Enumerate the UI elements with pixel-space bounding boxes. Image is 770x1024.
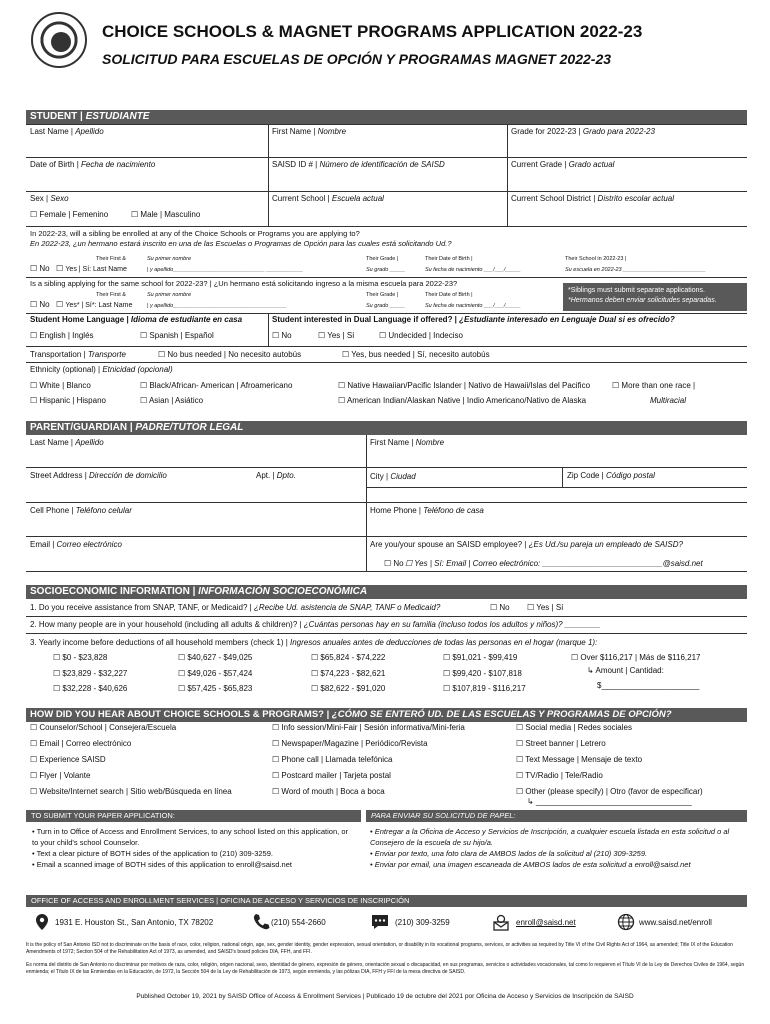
hear-option[interactable]: ☐ Website/Internet search | Sitio web/Búsqueda en línea <box>30 787 232 796</box>
hear-option[interactable]: ☐ TV/Radio | Tele/Radio <box>516 771 603 780</box>
multiracial-checkbox[interactable]: ☐ More than one race | <box>612 381 695 390</box>
male-checkbox[interactable]: ☐ Male | Masculino <box>131 210 200 219</box>
hear-option[interactable]: ☐ Info session/Mini-Fair | Sesión informativa/Mini-feria <box>272 723 465 732</box>
zip-code-field[interactable]: Zip Code | Código postal <box>567 471 655 480</box>
saisd-id-field[interactable]: SAISD ID # | Número de identificación de SAISD <box>272 160 445 169</box>
spanish-checkbox[interactable]: ☐ Spanish | Español <box>140 331 214 340</box>
white-checkbox[interactable]: ☐ White | Blanco <box>30 381 91 390</box>
hawaiian-checkbox[interactable]: ☐ Native Hawaiian/Pacific Islander | Nativo de Hawaii/Islas del Pacifico <box>338 381 590 390</box>
hear-option[interactable]: ☐ Word of mouth | Boca a boca <box>272 787 385 796</box>
female-checkbox[interactable]: ☐ Female | Femenino <box>30 210 108 219</box>
office-address: 1931 E. Houston St., San Antonio, TX 78202 <box>55 918 214 927</box>
snap-question: 1. Do you receive assistance from SNAP, TANF, or Medicaid? | ¿Recibe Ud. asistencia de SNAP, TANF o Medicaid? <box>30 603 441 612</box>
hear-option[interactable]: ☐ Street banner | Letrero <box>516 739 606 748</box>
ethnicity-label: Ethnicity (optional) | Etnicidad (opcional) <box>30 365 173 374</box>
cell-phone-field[interactable]: Cell Phone | Teléfono celular <box>30 506 132 515</box>
household-size-question[interactable]: 2. How many people are in your household (including all adults & children)? | ¿Cuántas personas hay en su familia (incluso todos los adultos y niños)? ________ <box>30 620 601 629</box>
sibling2-grade-line[interactable]: Su grado _____ <box>366 303 406 309</box>
income-option[interactable]: ☐ $82,622 - $91,020 <box>311 684 385 693</box>
student-last-name-field[interactable]: Last Name | Apellido <box>30 127 104 136</box>
income-option[interactable]: ☐ $99,420 - $107,818 <box>443 669 522 678</box>
office-email-link[interactable]: enroll@saisd.net <box>516 918 576 927</box>
submit-es-list: • Entregar a la Oficina de Acceso y Servicios de Inscripción, a cualquier escuela listada en esta solicitud o al Consejero de la escuela de su hijo/a. • Enviar por texto, una foto clara de AMBOS lados de la solicitud al (210) 309-3259. • Enviar por email, una imagen escaneada de AMBOS lados de esta solicitud a enroll@saisd.net <box>370 826 742 870</box>
sibling-grade-line[interactable]: Su grado _____ <box>366 267 406 273</box>
employee-question: Are you/your spouse an SAISD employee? | ¿Es Ud./su pareja un empleado de SAISD? <box>370 540 683 549</box>
phone-icon <box>252 913 270 931</box>
hear-option[interactable]: ☐ Phone call | Llamada telefónica <box>272 755 392 764</box>
their-dob-label: Their Date of Birth | <box>425 256 473 262</box>
hear-option[interactable]: ☐ Text Message | Mensaje de texto <box>516 755 642 764</box>
asian-checkbox[interactable]: ☐ Asian | Asiático <box>140 396 203 405</box>
income-option[interactable]: ☐ $49,026 - $57,424 <box>178 669 252 678</box>
sibling-name-line[interactable]: | y apellido______________________________ ____________ <box>147 267 304 273</box>
su-primer-label-2: Su primer nombre <box>147 292 192 298</box>
snap-yes-checkbox[interactable]: ☐ Yes | Sí <box>527 603 563 612</box>
their-first-label: Their First & <box>96 256 126 262</box>
office-bar: OFFICE OF ACCESS AND ENROLLMENT SERVICES | OFICINA DE ACCESO Y SERVICIOS DE INSCRIPCIÓN <box>26 895 747 907</box>
snap-no-checkbox[interactable]: ☐ No <box>490 603 510 612</box>
sibling2-dob-line[interactable]: Su fecha de nacimiento ___/___/_____ <box>425 303 521 309</box>
amount-label: ↳ Amount | Cantidad: <box>587 666 664 675</box>
hear-option[interactable]: ☐ Social media | Redes sociales <box>516 723 632 732</box>
their-dob-label-2: Their Date of Birth | <box>425 292 473 298</box>
hear-option[interactable]: ☐ Newspaper/Magazine | Periódico/Revista <box>272 739 428 748</box>
hear-option[interactable]: ☐ Counselor/School | Consejera/Escuela <box>30 723 176 732</box>
submit-en-list: • Turn in to Office of Access and Enrollment Services, to any school listed on this application, or to your child's school Counselor. • Text a clear picture of BOTH sides of the application to (210) 309-3259. • Email a scanned image of BOTH sides of this application to enroll@saisd.net <box>32 826 354 870</box>
parent-first-name-field[interactable]: First Name | Nombre <box>370 438 445 447</box>
office-text-number[interactable]: (210) 309-3259 <box>395 918 450 927</box>
grade-2022-23-field[interactable]: Grade for 2022-23 | Grado para 2022-23 <box>511 127 655 136</box>
parent-email-field[interactable]: Email | Correo electrónico <box>30 540 122 549</box>
sibling-applying-question: Is a sibling applying for the same school for 2022-23? | ¿Un hermano está solicitando ingreso a la misma escuela para 2022-23? <box>30 279 458 288</box>
current-district-field[interactable]: Current School District | Distrito escolar actual <box>511 194 675 203</box>
hispanic-checkbox[interactable]: ☐ Hispanic | Hispano <box>30 396 106 405</box>
black-checkbox[interactable]: ☐ Black/African- American | Afroamericano <box>140 381 292 390</box>
published-footer: Published October 19, 2021 by SAISD Office of Access & Enrollment Services | Publicado 19 de octubre del 2021 por Oficina de Acceso y Servicios de Inscripción de SAISD <box>136 993 634 1000</box>
sibling-enrolled-question-es: En 2022-23, ¿un hermano estará inscrito en una de las Escuelas o Programas de Opción para las cuales está solicitando Ud.? <box>30 239 452 248</box>
city-field[interactable]: City | Ciudad <box>370 472 416 481</box>
saisd-seal-logo <box>31 12 87 68</box>
sibling-school-line[interactable]: Su escuela en 2022-23 ___________________________ <box>565 267 706 273</box>
globe-icon <box>617 913 635 931</box>
other-specify-line[interactable]: ↳ ___________________________________ <box>527 797 692 806</box>
current-school-field[interactable]: Current School | Escuela actual <box>272 194 384 203</box>
page-title: CHOICE SCHOOLS & MAGNET PROGRAMS APPLICATION 2022-23 <box>102 22 643 41</box>
income-option[interactable]: ☐ $91,021 - $99,419 <box>443 653 517 662</box>
location-pin-icon <box>33 913 51 931</box>
no-bus-checkbox[interactable]: ☐ No bus needed | No necesito autobús <box>158 350 301 359</box>
sibling-enrolled-yes-checkbox[interactable]: ☐ Yes | Sí: Last Name <box>56 264 127 273</box>
sibling-applying-yes-checkbox[interactable]: ☐ Yes* | Sí*: Last Name <box>56 300 132 309</box>
home-phone-field[interactable]: Home Phone | Teléfono de casa <box>370 506 484 515</box>
sibling-applying-no-checkbox[interactable]: ☐ No <box>30 300 50 309</box>
their-first-label-2: Their First & <box>96 292 126 298</box>
sibling2-name-line[interactable]: | y apellido_____________________________________ <box>147 303 287 309</box>
hear-option[interactable]: ☐ Email | Correo electrónico <box>30 739 131 748</box>
hear-option[interactable]: ☐ Experience SAISD <box>30 755 106 764</box>
their-grade-label: Their Grade | <box>366 256 399 262</box>
office-phone[interactable]: (210) 554-2660 <box>271 918 326 927</box>
dual-undecided-checkbox[interactable]: ☐ Undecided | Indeciso <box>379 331 463 340</box>
income-option[interactable]: ☐ $57,425 - $65,823 <box>178 684 252 693</box>
sex-label: Sex | Sexo <box>30 194 69 203</box>
employee-yes-checkbox[interactable]: ☐ Yes | Sí: Email | Correo electrónico: ___________________________@saisd.net <box>405 559 703 568</box>
hear-option-other[interactable]: ☐ Other (please specify) | Otro (favor de especificar) <box>516 787 703 796</box>
transportation-label: Transportation | Transporte <box>30 350 126 359</box>
hear-about-section-bar: HOW DID YOU HEAR ABOUT CHOICE SCHOOLS & PROGRAMS? | ¿CÓMO SE ENTERÓ UD. DE LAS ESCUELAS Y PROGRAMAS DE OPCIÓN? <box>26 708 747 722</box>
amount-line[interactable]: $______________________ <box>597 681 700 690</box>
income-option[interactable]: ☐ $65,824 - $74,222 <box>311 653 385 662</box>
yes-bus-checkbox[interactable]: ☐ Yes, bus needed | Sí, necesito autobús <box>342 350 490 359</box>
current-grade-field[interactable]: Current Grade | Grado actual <box>511 160 615 169</box>
parent-section-bar: PARENT/GUARDIAN | PADRE/TUTOR LEGAL <box>26 421 747 435</box>
policy-statement-es: Es norma del distrito de San Antonio no discriminar por motivos de raza, color, religión, origen nacional, sexo, identidad de género, expresión de género, orientación sexual o discapacidad, en sus programas, servicios o actividades vocacionales, tal como lo requieren el Título VI de la Ley de Derechos Civiles de 1964, según enmienda; el Título IX de las Enmiendas en la Educación, de 1972, la Sección 504 de la Ley de Rehabilitación de 1973, según enmienda, y las pólizas DIA, FFH y FFI de la mesa directiva de SAISD. <box>26 962 745 975</box>
income-option[interactable]: ☐ $23,829 - $32,227 <box>53 669 127 678</box>
sibling-dob-line[interactable]: Su fecha de nacimiento ___/___/_____ <box>425 267 521 273</box>
income-option[interactable]: ☐ $32,228 - $40,626 <box>53 684 127 693</box>
income-option[interactable]: ☐ $107,819 - $116,217 <box>443 684 526 693</box>
policy-statement-en: It is the policy of San Antonio ISD not to discriminate on the basis of race, color, religion, national origin, age, sex, gender identity, gender expression, sexual orientation, or disability in its vocational programs, services, or activities as required by Title VI of the Civil Rights Act of 1964, as amended; Title IX of the Education Amendments of 1972; Section 504 of the Rehabilitation Act of 1973, as amended, and SAISD's board policies DIA, FFH, and FFI. <box>26 942 733 955</box>
their-school-label: Their School in 2022-23 | <box>565 256 627 262</box>
su-primer-label: Su primer nombre <box>147 256 192 262</box>
email-icon <box>492 913 510 931</box>
siblings-note: *Siblings must submit separate applications. *Hermanos deben enviar solicitudes separadas. <box>563 283 747 311</box>
their-grade-label-2: Their Grade | <box>366 292 399 298</box>
dual-no-checkbox[interactable]: ☐ No <box>272 331 292 340</box>
income-option-over[interactable]: ☐ Over $116,217 | Más de $116,217 <box>571 653 701 662</box>
amind-checkbox[interactable]: ☐ American Indian/Alaskan Native | Indio Americano/Nativo de Alaska <box>338 396 586 405</box>
dual-yes-checkbox[interactable]: ☐ Yes | Sí <box>318 331 354 340</box>
parent-last-name-field[interactable]: Last Name | Apellido <box>30 438 104 447</box>
submit-es-header: PARA ENVIAR SU SOLICITUD DE PAPEL: <box>366 810 747 822</box>
office-website-link[interactable]: www.saisd.net/enroll <box>639 918 712 927</box>
home-language-label: Student Home Language | Idioma de estudiante en casa <box>30 315 243 324</box>
english-checkbox[interactable]: ☐ English | Inglés <box>30 331 94 340</box>
hear-option[interactable]: ☐ Flyer | Volante <box>30 771 90 780</box>
street-address-field[interactable]: Street Address | Dirección de domicilio <box>30 471 167 480</box>
submit-en-header: TO SUBMIT YOUR PAPER APPLICATION: <box>26 810 361 822</box>
income-question: 3. Yearly income before deductions of all household members (check 1) | Ingresos anuales antes de deducciones de todas las personas en el hogar (marque 1): <box>30 638 598 647</box>
hear-option[interactable]: ☐ Postcard mailer | Tarjeta postal <box>272 771 391 780</box>
sibling-enrolled-no-checkbox[interactable]: ☐ No <box>30 264 50 273</box>
income-option[interactable]: ☐ $0 - $23,828 <box>53 653 107 662</box>
student-section-bar: STUDENT | ESTUDIANTE <box>26 110 747 124</box>
dual-language-label: Student interested in Dual Language if offered? | ¿Estudiante interesado en Lenguaje Dual si es ofrecido? <box>272 315 675 324</box>
text-message-icon <box>371 913 389 931</box>
dob-field[interactable]: Date of Birth | Fecha de nacimiento <box>30 160 156 169</box>
sibling-enrolled-question: In 2022-23, will a sibling be enrolled at any of the Choice Schools or Programs you are applying to? <box>30 229 360 238</box>
employee-no-checkbox[interactable]: ☐ No <box>384 559 404 568</box>
income-option[interactable]: ☐ $40,627 - $49,025 <box>178 653 252 662</box>
income-option[interactable]: ☐ $74,223 - $82,621 <box>311 669 385 678</box>
student-first-name-field[interactable]: First Name | Nombre <box>272 127 347 136</box>
apt-field[interactable]: Apt. | Dpto. <box>256 471 296 480</box>
multiracial-label: Multiracial <box>650 396 687 405</box>
page-subtitle: SOLICITUD PARA ESCUELAS DE OPCIÓN Y PROGRAMAS MAGNET 2022-23 <box>102 51 612 67</box>
socioeconomic-section-bar: SOCIOECONOMIC INFORMATION | INFORMACIÓN SOCIOECONÓMICA <box>26 585 747 599</box>
